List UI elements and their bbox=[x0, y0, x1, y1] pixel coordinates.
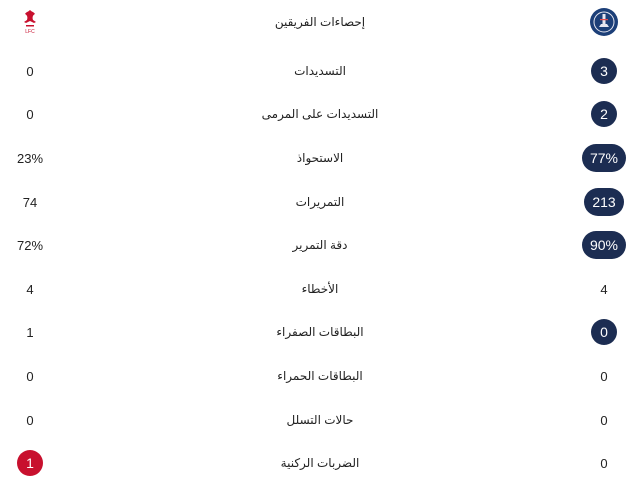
stat-row-red-cards bbox=[0, 354, 640, 398]
stat-row-shots bbox=[0, 49, 640, 93]
stat-label-offsides: حالات التسلل bbox=[286, 413, 354, 427]
home-shots-on-target: 0 bbox=[26, 106, 34, 122]
stat-label-possession: الاستحواذ bbox=[296, 151, 344, 165]
away-pass-accuracy-badge: 90% bbox=[582, 231, 626, 259]
stat-row-pass-accuracy bbox=[0, 223, 640, 267]
stat-row-passes bbox=[0, 180, 640, 224]
away-corners: 0 bbox=[600, 455, 608, 471]
stat-row-corners bbox=[0, 441, 640, 485]
stat-row-fouls bbox=[0, 267, 640, 311]
stat-label-red-cards: البطاقات الحمراء bbox=[277, 369, 363, 383]
home-fouls: 4 bbox=[26, 281, 34, 297]
home-shots: 0 bbox=[26, 63, 34, 79]
away-fouls: 4 bbox=[600, 281, 608, 297]
home-corners-badge: 1 bbox=[17, 450, 43, 476]
svg-text:LFC: LFC bbox=[25, 29, 35, 35]
psg-crest-icon bbox=[560, 0, 640, 44]
home-yellow-cards: 1 bbox=[26, 324, 34, 340]
away-shots-badge: 3 bbox=[591, 58, 617, 84]
stat-label-passes: التمريرات bbox=[295, 195, 345, 209]
stat-row-yellow-cards bbox=[0, 310, 640, 354]
away-offsides: 0 bbox=[600, 412, 608, 428]
away-shots-on-target-badge: 2 bbox=[591, 101, 617, 127]
stat-row-possession bbox=[0, 136, 640, 180]
stats-title: إحصاءات الفريقين bbox=[274, 15, 366, 29]
stat-label-shots: التسديدات bbox=[294, 64, 346, 78]
away-yellow-cards-badge: 0 bbox=[591, 319, 617, 345]
stat-row-offsides bbox=[0, 398, 640, 442]
home-possession: 23% bbox=[16, 150, 44, 166]
home-pass-accuracy: 72% bbox=[16, 237, 44, 253]
away-red-cards: 0 bbox=[600, 368, 608, 384]
stat-label-shots-on-target: التسديدات على المرمى bbox=[261, 107, 379, 121]
away-passes-badge: 213 bbox=[584, 188, 623, 216]
stat-label-pass-accuracy: دقة التمرير bbox=[292, 238, 348, 252]
home-red-cards: 0 bbox=[26, 368, 34, 384]
stat-row-shots-on-target bbox=[0, 92, 640, 136]
stat-label-corners: الضربات الركنية bbox=[280, 456, 360, 470]
liverpool-crest-icon bbox=[0, 0, 60, 44]
away-possession-badge: 77% bbox=[582, 144, 626, 172]
stat-label-yellow-cards: البطاقات الصفراء bbox=[276, 325, 364, 339]
stat-label-fouls: الأخطاء bbox=[301, 282, 339, 296]
stats-header bbox=[0, 0, 640, 44]
home-offsides: 0 bbox=[26, 412, 34, 428]
home-passes: 74 bbox=[22, 194, 38, 210]
